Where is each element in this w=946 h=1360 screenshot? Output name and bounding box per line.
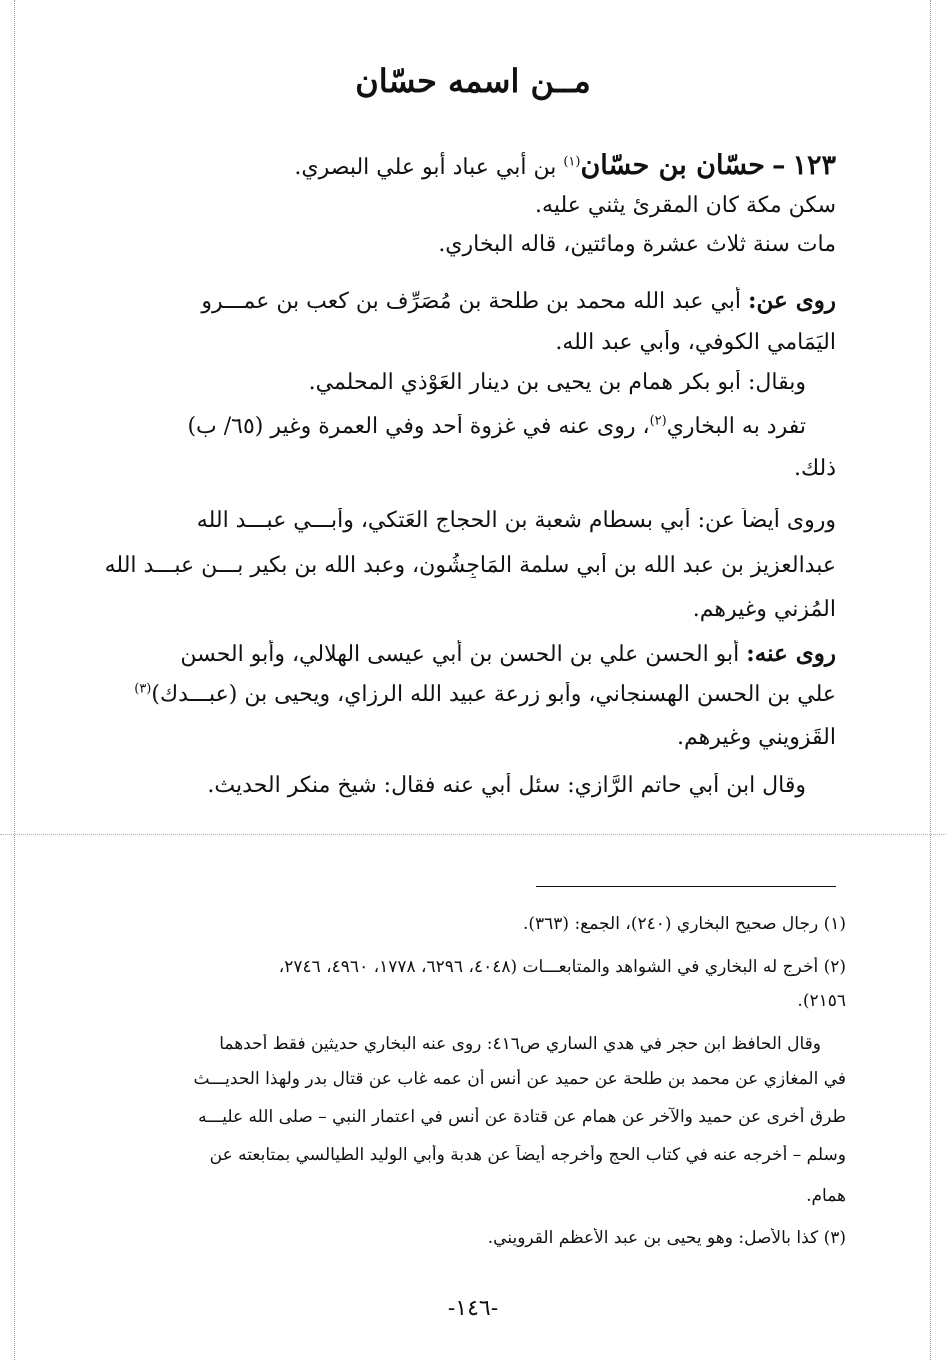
text-line-9: عبدالعزيز بن عبد الله بن أبي سلمة المَاجِشُون، وعبد الله بن بكير بـــن عبـــد الله xyxy=(104,553,836,578)
text-line-1: سكن مكة كان المقرئ يثني عليه. xyxy=(535,193,836,218)
footnote-2-para-1: وقال الحافظ ابن حجر في هدي الساري ص٤١٦: روى عنه البخاري حديثين فقط أحدهما xyxy=(219,1034,821,1054)
entry-number: ١٢٣ xyxy=(792,150,836,181)
label-rawa-anhu: روى عنه: xyxy=(746,640,836,667)
text-line-13: القَزويني وغيرهم. xyxy=(677,725,836,750)
scan-margin-right xyxy=(930,0,931,1360)
tafarrad-line xyxy=(90,414,806,439)
entry-header xyxy=(90,148,836,186)
footnote-2-para-4: وسلم – أخرجه عنه في كتاب الحج وأخرجه أيضاً عن هدبة وأبي الوليد الطيالسي بمتابعته عن xyxy=(209,1145,846,1165)
narrated-by-line xyxy=(90,640,836,667)
text-line-14: وقال ابن أبي حاتم الرَّازي: سئل أبي عنه فقال: شيخ منكر الحديث. xyxy=(207,773,806,798)
text-line-5: وبقال: أبو بكر همام بن يحيى بن دينار العَوْذي المحلمي. xyxy=(308,370,806,395)
text-line-4: اليَمَامي الكوفي، وأبي عبد الله. xyxy=(555,330,836,355)
footnote-2-para-5: همام. xyxy=(806,1186,846,1206)
footnote-2: (٢) أخرج له البخاري في الشواهد والمتابعـــات (٤٠٤٨، ٦٢٩٦، ١٧٧٨، ٤٩٦٠، ٢٧٤٦، xyxy=(278,957,846,977)
entry-name-rest: بن أبي عباد أبو علي البصري. xyxy=(294,155,557,180)
text-line-10: المُزني وغيرهم. xyxy=(692,597,836,622)
footnote-ref-3: (٣) xyxy=(134,682,152,697)
footnote-3: (٣) كذا بالأصل: وهو يحيى بن عبد الأعظم القرويني. xyxy=(487,1228,846,1248)
scan-margin-left xyxy=(14,0,15,1360)
tafarrad-text: ، روى عنه في غزوة أحد وفي العمرة وغير (٦٥/ ب) xyxy=(187,414,650,439)
section-heading: مــن اسمه حسّان xyxy=(355,62,591,100)
label-rawa-an: روى عن: xyxy=(748,287,836,314)
footnote-2-para-3: طرق أخرى عن حميد والآخر عن همام عن قتادة عن أنس في اعتمار النبي – صلى الله عليـــه xyxy=(198,1107,846,1127)
entry-separator: – xyxy=(771,150,786,181)
text-line-7: ذلك. xyxy=(793,456,836,481)
footnote-ref-1: (١) xyxy=(563,154,581,170)
narrated-from-line xyxy=(90,287,836,314)
scan-guide-line xyxy=(0,834,946,835)
text-line-8: وروى أيضاً عن: أبي بسطام شعبة بن الحجاج العَتكي، وأبـــي عبـــد الله xyxy=(196,508,836,533)
footnote-ref-2: (٢) xyxy=(649,414,667,429)
footnote-1: (١) رجال صحيح البخاري (٢٤٠)، الجمع: (٣٦٣). xyxy=(522,914,846,934)
text-line-12-text: علي بن الحسن الهسنجاني، وأبو زرعة عبيد الله الرزاي، ويحيى بن (عبـــدك) xyxy=(151,682,836,707)
page-number: -١٤٦- xyxy=(447,1296,499,1321)
footnote-separator xyxy=(536,886,836,887)
footnote-2-para-2: في المغازي عن محمد بن طلحة عن حميد عن أنس أن عمه غاب عن قتال بدر ولهذا الحديـــث xyxy=(193,1069,846,1089)
narrated-from-text: أبي عبد الله محمد بن طلحة بن مُصَرِّف بن كعب بن عمـــرو xyxy=(201,289,742,314)
footnote-2-cont: ٢١٥٦). xyxy=(797,991,846,1011)
tafarrad-label: تفرد به البخاري xyxy=(666,414,806,439)
text-line-12 xyxy=(90,682,836,707)
entry-name: حسّان بن حسّان xyxy=(580,150,765,181)
text-line-2: مات سنة ثلاث عشرة ومائتين، قاله البخاري. xyxy=(438,232,836,257)
narrated-by-text: أبو الحسن علي بن الحسن بن أبي عيسى الهلالي، وأبو الحسن xyxy=(180,642,740,667)
